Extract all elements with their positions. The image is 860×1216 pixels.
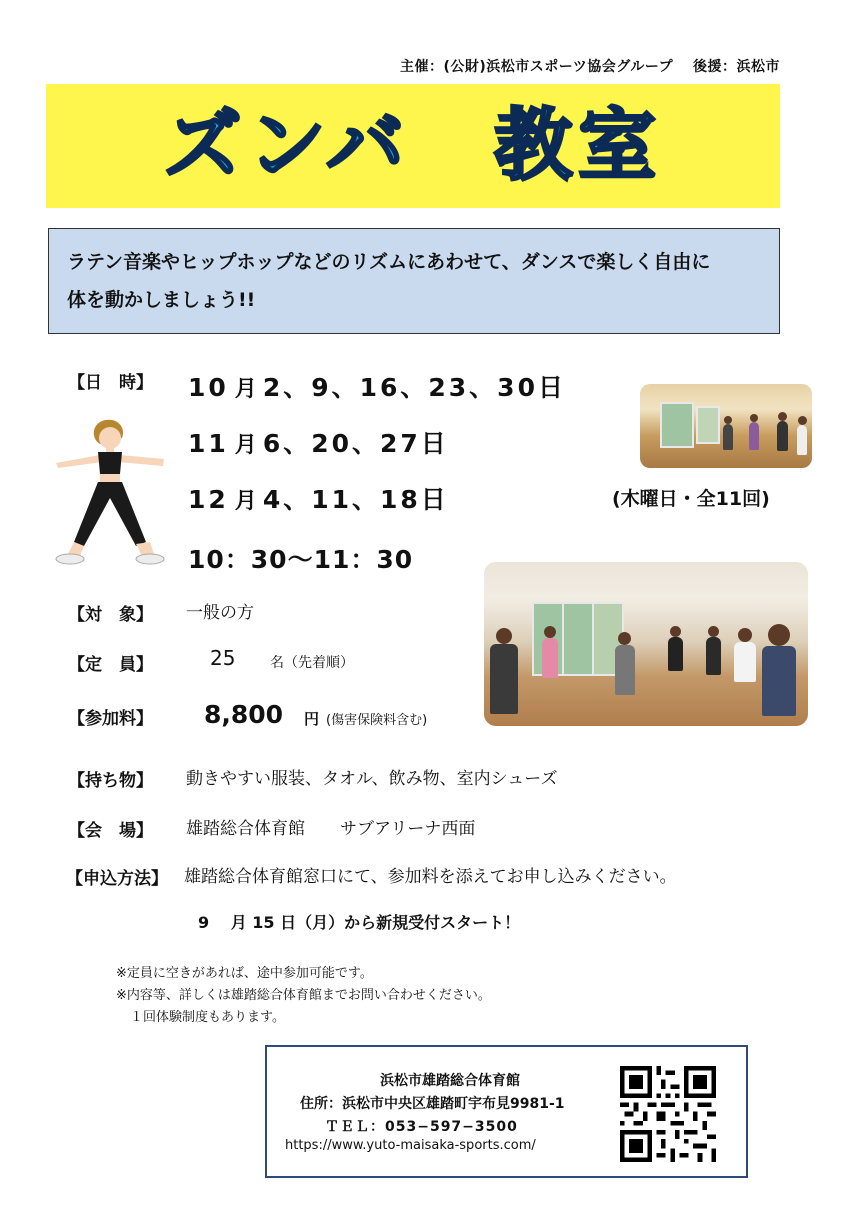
- dancer-illustration: [50, 414, 180, 574]
- intro-line-2: 体を動かしましょう!!: [67, 289, 256, 311]
- schedule-label: 【日 時】: [68, 373, 153, 393]
- contact-tel: ＴＥＬ：053−597−3500: [325, 1119, 518, 1135]
- venue-room: サブアリーナ西面: [340, 819, 476, 839]
- contact-address: 住所：浜松市中央区雄踏町宇布見9981-1: [300, 1096, 565, 1112]
- intro-box: [48, 228, 780, 334]
- note-3: １回体験制度もあります。: [130, 1010, 285, 1025]
- day-list: 4、11、18日: [262, 485, 449, 514]
- capacity-unit: 名（先着順）: [270, 655, 354, 671]
- schedule-october: [188, 368, 566, 404]
- schedule-november: [188, 424, 449, 460]
- apply-value: 雄踏総合体育館窓口にて、参加料を添えてお申し込みください。: [184, 867, 677, 887]
- fee-label: 【参加料】: [68, 709, 153, 729]
- month-number: 10: [188, 373, 229, 402]
- qr-code[interactable]: [620, 1066, 716, 1162]
- sponsor-line: 主催：(公財)浜松市スポーツ協会グループ 後援：浜松市: [400, 59, 780, 75]
- schedule-time: 10：30〜11：30: [188, 545, 414, 574]
- month-char: 月: [234, 489, 257, 514]
- month-number: 11: [188, 429, 229, 458]
- capacity-value: 25: [210, 646, 236, 670]
- note-2: ※内容等、詳しくは雄踏総合体育館までお問い合わせください。: [116, 988, 491, 1003]
- fee-unit: 円: [304, 710, 320, 728]
- contact-url[interactable]: https://www.yuto-maisaka-sports.com/: [285, 1138, 536, 1153]
- day-list: 2、9、16、23、30日: [262, 373, 566, 402]
- items-label: 【持ち物】: [68, 771, 153, 791]
- month-number: 12: [188, 485, 229, 514]
- dance-class-photo-small: [640, 384, 812, 468]
- month-char: 月: [234, 377, 257, 402]
- registration-start: 9 月 15 日（月）から新規受付スタート！: [198, 913, 521, 932]
- capacity-label: 【定 員】: [68, 655, 153, 675]
- month-char: 月: [234, 433, 257, 458]
- items-value: 動きやすい服装、タオル、飲み物、室内シューズ: [186, 769, 558, 789]
- intro-line-1: ラテン音楽やヒップホップなどのリズムにあわせて、ダンスで楽しく自由に: [67, 251, 711, 273]
- day-list: 6、20、27日: [262, 429, 449, 458]
- intro-text: [67, 243, 767, 319]
- venue-value: 雄踏総合体育館: [186, 819, 305, 839]
- page-title: ズンバ 教室: [163, 101, 663, 191]
- dance-class-photo-large: [484, 562, 808, 726]
- target-label: 【対 象】: [68, 605, 153, 625]
- contact-name: 浜松市雄踏総合体育館: [380, 1073, 520, 1089]
- note-1: ※定員に空きがあれば、途中参加可能です。: [116, 966, 373, 981]
- schedule-december: [188, 480, 449, 516]
- weekday-note: (木曜日・全11回): [612, 488, 770, 510]
- apply-label: 【申込方法】: [66, 869, 168, 889]
- title-banner: [46, 84, 780, 208]
- venue-label: 【会 場】: [68, 821, 153, 841]
- fee-note: (傷害保険料含む): [326, 713, 428, 728]
- target-value: 一般の方: [186, 603, 254, 623]
- fee-value: 8,800: [204, 700, 284, 729]
